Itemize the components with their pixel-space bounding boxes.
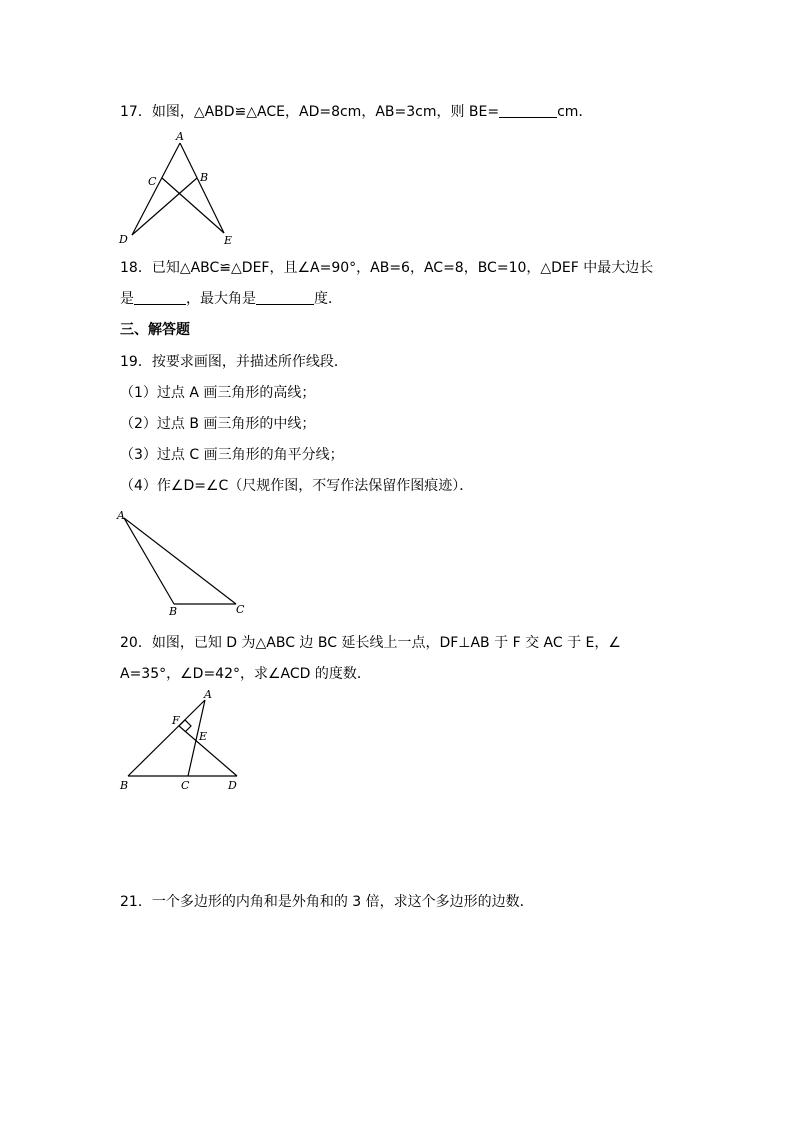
q18-line1: 18．已知△ABC≌△DEF，且∠A=90°，AB=6，AC=8，BC=10，△DEF 中最大边长 bbox=[120, 260, 654, 276]
q20-label-f: F bbox=[172, 714, 180, 727]
q17-label-c: C bbox=[148, 175, 157, 188]
q20-segment-df bbox=[179, 726, 237, 776]
q19-label-c: C bbox=[236, 603, 245, 616]
q19-stem: 19．按要求画图，并描述所作线段． bbox=[120, 354, 348, 370]
q17-blank[interactable] bbox=[499, 103, 557, 118]
q17-prefix: 17．如图，△ABD≌△ACE，AD=8cm，AB=3cm，则 BE= bbox=[120, 104, 500, 120]
q19-label-b: B bbox=[169, 605, 178, 618]
q20-label-e: E bbox=[199, 730, 208, 743]
q17-figure bbox=[110, 130, 250, 250]
q17-segment-ad bbox=[132, 143, 180, 235]
q19-label-a: A bbox=[117, 509, 125, 522]
q20-label-a: A bbox=[204, 688, 212, 701]
q19-segment-ab bbox=[124, 518, 174, 604]
q17-suffix: cm． bbox=[557, 104, 593, 120]
q17-segment-ce bbox=[162, 178, 224, 233]
q20-line1: 20．如图，已知 D 为△ABC 边 BC 延长线上一点，DF⊥AB 于 F 交 AC 于 E，∠ bbox=[120, 635, 621, 651]
q17-segment-ae bbox=[180, 143, 224, 233]
q20-figure bbox=[110, 685, 260, 800]
q20-label-c: C bbox=[181, 779, 190, 792]
q17-label-b: B bbox=[200, 171, 209, 184]
q18-blank-side[interactable] bbox=[134, 290, 186, 305]
q19-item-4: （4）作∠D=∠C（尺规作图，不写作法保留作图痕迹）． bbox=[120, 478, 474, 494]
q17-label-d: D bbox=[119, 233, 128, 246]
q18-blank-angle[interactable] bbox=[256, 290, 314, 305]
q18-part-b: ，最大角是 bbox=[186, 291, 256, 307]
q17-label-e: E bbox=[224, 234, 233, 247]
q17-segment-db bbox=[132, 178, 197, 235]
q19-item-2: （2）过点 B 画三角形的中线； bbox=[120, 416, 316, 432]
q19-segment-ac bbox=[124, 518, 236, 604]
q17-label-a: A bbox=[176, 130, 184, 143]
q19-item-3: （3）过点 C 画三角形的角平分线； bbox=[120, 447, 344, 463]
q18-part-c: 度． bbox=[314, 291, 342, 307]
q20-right-angle-mark bbox=[179, 720, 191, 732]
q17-text bbox=[120, 103, 592, 121]
q21-text: 21．一个多边形的内角和是外角和的 3 倍，求这个多边形的边数． bbox=[120, 894, 534, 910]
q20-line2: A=35°，∠D=42°，求∠ACD 的度数． bbox=[120, 666, 371, 682]
q18-line2 bbox=[120, 290, 342, 308]
q19-item-1: （1）过点 A 画三角形的高线； bbox=[120, 385, 316, 401]
q19-figure bbox=[110, 505, 260, 620]
q18-part-a: 是 bbox=[120, 291, 134, 307]
section3-title: 三、解答题 bbox=[120, 322, 190, 338]
q20-label-b: B bbox=[120, 779, 129, 792]
q20-label-d: D bbox=[228, 779, 237, 792]
